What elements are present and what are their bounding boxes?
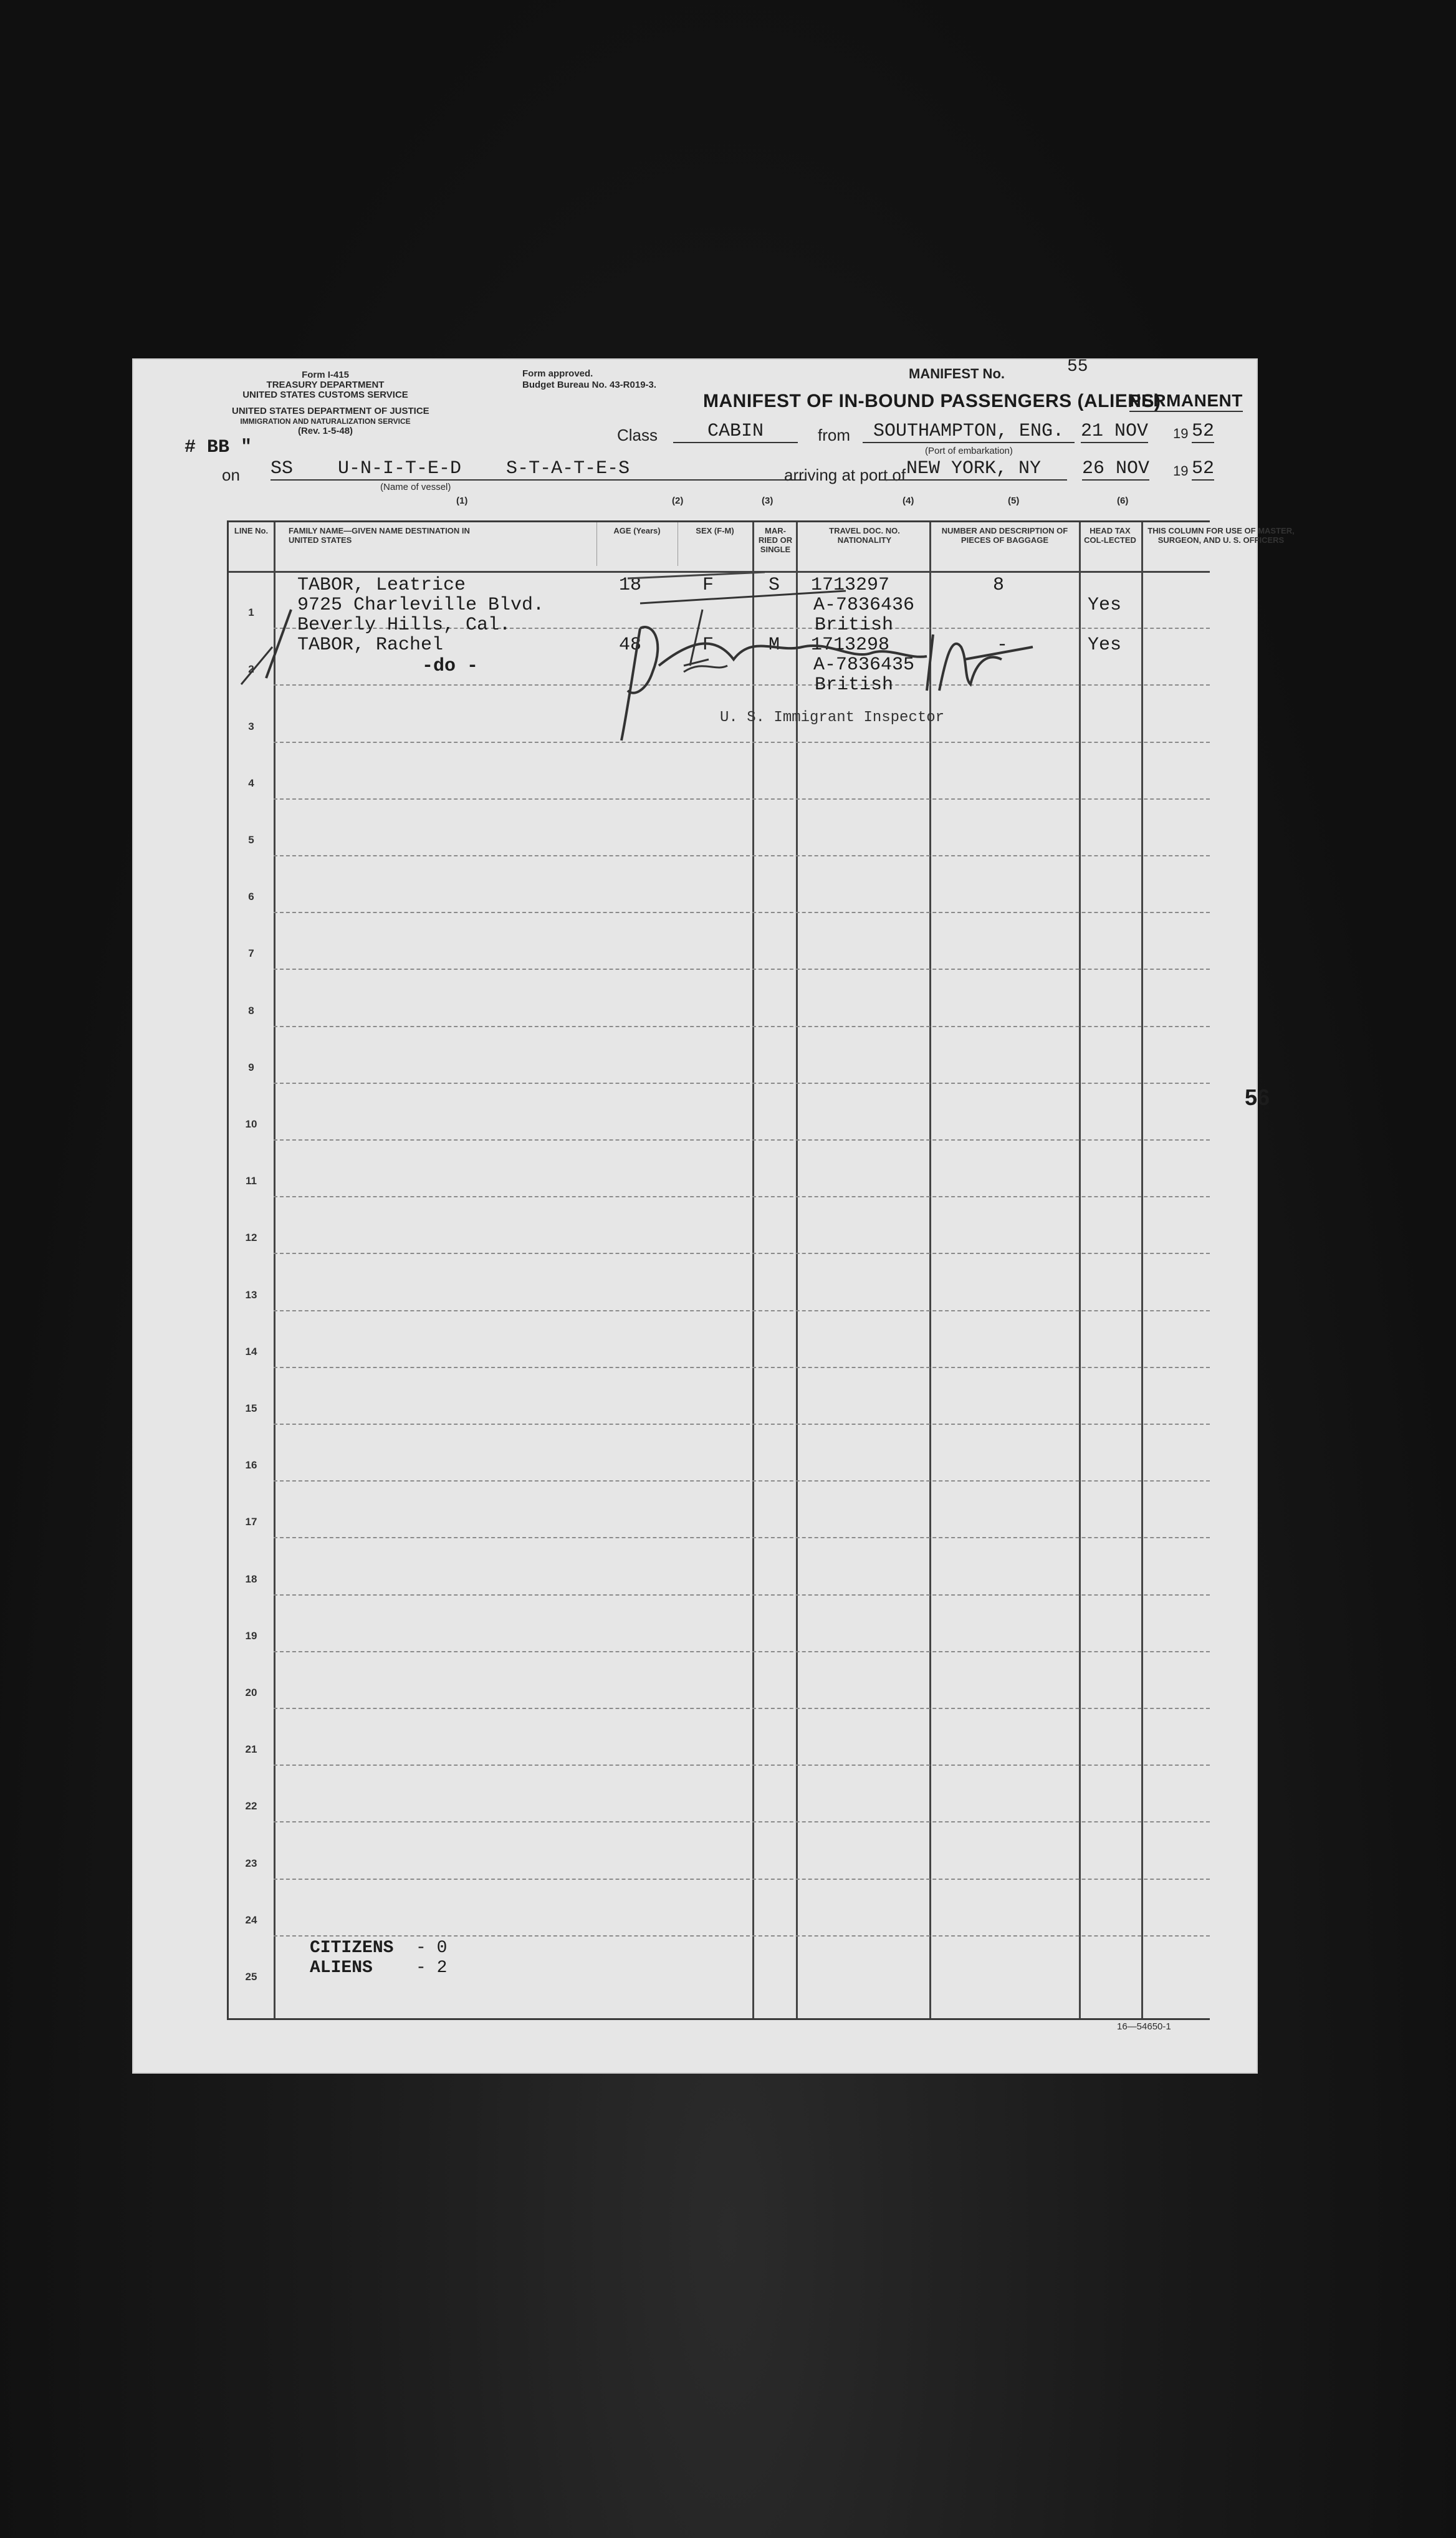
line-number: 3: [248, 720, 254, 732]
dept-customs: UNITED STATES CUSTOMS SERVICE: [242, 390, 408, 400]
arriving-label: arriving at port of: [784, 466, 906, 484]
p1-marital: S: [769, 575, 780, 596]
departure-year: 52: [1192, 421, 1215, 442]
line-number: 15: [245, 1402, 257, 1414]
arrival-port: NEW YORK, NY: [880, 458, 1067, 481]
row-rule: [274, 1480, 1210, 1482]
col-divider: [1079, 522, 1081, 2018]
row-rule: [274, 1594, 1210, 1596]
row-rule: [274, 912, 1210, 913]
line-number: 1: [248, 606, 254, 619]
dept-ins: IMMIGRATION AND NATURALIZATION SERVICE: [240, 417, 411, 426]
citizens-value: - 0: [416, 1938, 448, 1958]
col-divider: [1141, 522, 1143, 2018]
header-travel-doc: TRAVEL DOC. NO. NATIONALITY: [829, 526, 900, 545]
col-tick: [596, 522, 597, 566]
p1-doc2: A-7836436: [813, 595, 915, 616]
header-officers: THIS COLUMN FOR USE OF MASTER, SURGEON, AND U. S. OFFICERS: [1147, 526, 1295, 545]
header-age: AGE (Years): [613, 526, 661, 535]
line-number: 4: [248, 777, 254, 789]
p2-head-tax: Yes: [1088, 634, 1122, 656]
row-rule: [274, 1367, 1210, 1368]
row-rule: [274, 1708, 1210, 1709]
line-number: 18: [245, 1573, 257, 1585]
col-number-1: (1): [456, 496, 468, 506]
p1-address2: Beverly Hills, Cal.: [297, 615, 511, 636]
port-of-embarkation: SOUTHAMPTON, ENG.: [863, 421, 1075, 443]
p2-baggage: -: [997, 634, 1008, 656]
p2-sex: F: [702, 634, 714, 656]
row-rule: [274, 1139, 1210, 1141]
p1-address1: 9725 Charleville Blvd.: [297, 595, 545, 616]
row-rule: [274, 855, 1210, 856]
p2-marital: M: [769, 634, 780, 656]
budget-bureau: Budget Bureau No. 43-R019-3.: [522, 380, 657, 390]
form-number: Form I-415: [302, 370, 349, 380]
col-number-3: (3): [762, 496, 774, 506]
row-rule: [274, 1935, 1210, 1937]
arrival-date: 26 NOV: [1082, 458, 1150, 479]
row-rule: [274, 1765, 1210, 1766]
p1-name: TABOR, Leatrice: [297, 575, 466, 596]
col-number-6: (6): [1117, 496, 1129, 506]
p2-address1: -do -: [422, 656, 479, 677]
footer-code: 16—54650-1: [1117, 2021, 1171, 2032]
row-rule: [274, 1083, 1210, 1084]
reference-mark: # BB ": [184, 437, 252, 458]
row-rule: [274, 1424, 1210, 1425]
col-number-4: (4): [903, 496, 914, 506]
p1-doc-no: 1713297: [811, 575, 890, 596]
line-number: 19: [245, 1629, 257, 1642]
departure-date: 21 NOV: [1081, 421, 1149, 442]
line-number: 2: [248, 663, 254, 676]
side-number: 56: [1245, 1085, 1270, 1110]
line-number: 13: [245, 1288, 257, 1301]
line-number: 5: [248, 834, 254, 846]
line-number: 20: [245, 1687, 257, 1698]
manifest-status: PERMANENT: [1129, 391, 1243, 412]
line-number: 11: [246, 1175, 257, 1187]
form-approved: Form approved.: [522, 368, 593, 379]
p1-age: 18: [619, 575, 642, 596]
line-number: 21: [245, 1743, 257, 1756]
row-rule: [274, 1253, 1210, 1254]
citizens-label: CITIZENS: [310, 1938, 394, 1958]
passenger-table: [227, 520, 1295, 2020]
dept-treasury: TREASURY DEPARTMENT: [266, 380, 385, 390]
manifest-label: MANIFEST No.: [909, 366, 1005, 381]
line-number: 10: [245, 1118, 257, 1130]
p1-nationality: British: [815, 615, 894, 636]
on-label: on: [222, 466, 240, 484]
line-number: 6: [248, 891, 254, 903]
row-rule: [274, 1196, 1210, 1197]
header-sex: SEX (F-M): [696, 526, 734, 535]
line-number: 8: [248, 1004, 254, 1017]
row-rule: [274, 1821, 1210, 1822]
row-rule: [274, 1537, 1210, 1538]
col-number-2: (2): [672, 496, 684, 506]
line-number: 17: [245, 1516, 257, 1528]
row-rule: [274, 1879, 1210, 1880]
p2-doc-no: 1713298: [811, 634, 890, 656]
p2-age: 48: [619, 634, 642, 656]
header-head-tax: HEAD TAX COL-LECTED: [1084, 526, 1136, 545]
line-number: 22: [245, 1800, 257, 1813]
vessel-caption: (Name of vessel): [380, 482, 451, 492]
line-number: 12: [245, 1232, 257, 1244]
row-rule: [274, 969, 1210, 970]
revision: (Rev. 1-5-48): [297, 426, 353, 436]
header-line-no: LINE No.: [234, 526, 269, 535]
line-number: 7: [248, 947, 254, 960]
aliens-value: - 2: [416, 1958, 448, 1978]
inspector-stamp: U. S. Immigrant Inspector: [720, 709, 945, 726]
arrival-year: 52: [1192, 458, 1215, 479]
p1-baggage: 8: [993, 575, 1005, 596]
row-rule: [274, 1651, 1210, 1652]
header-name: FAMILY NAME—GIVEN NAME DESTINATION IN UNITED STATES: [289, 526, 470, 545]
header-married: MAR-RIED OR SINGLE: [758, 526, 793, 554]
manifest-number: 55: [1067, 357, 1088, 376]
aliens-label: ALIENS: [310, 1958, 373, 1978]
class-value: CABIN: [673, 421, 798, 443]
row-rule: [274, 1026, 1210, 1027]
line-number: 23: [245, 1857, 257, 1869]
p2-name: TABOR, Rachel: [297, 634, 444, 656]
p1-head-tax: Yes: [1088, 595, 1122, 616]
departure-year-prefix: 19: [1173, 426, 1189, 441]
line-number: 16: [245, 1459, 257, 1472]
class-label: Class: [617, 426, 658, 444]
manifest-title: MANIFEST OF IN-BOUND PASSENGERS (ALIENS): [703, 391, 1161, 411]
line-number: 14: [245, 1345, 257, 1358]
check-marks: [229, 572, 790, 709]
dept-justice: UNITED STATES DEPARTMENT OF JUSTICE: [232, 406, 429, 416]
row-rule: [274, 1310, 1210, 1311]
line-number: 9: [248, 1061, 254, 1073]
line-number: 24: [245, 1913, 257, 1926]
header-baggage: NUMBER AND DESCRIPTION OF PIECES OF BAGGAGE: [941, 526, 1068, 545]
arrival-year-prefix: 19: [1173, 463, 1189, 479]
col-divider: [274, 522, 275, 2018]
vessel-name: SS U-N-I-T-E-D S-T-A-T-E-S: [271, 458, 807, 481]
p1-sex: F: [702, 575, 714, 596]
line-number: 25: [245, 1971, 257, 1983]
from-label: from: [818, 426, 850, 444]
p2-doc2: A-7836435: [813, 654, 915, 676]
manifest-sheet: [132, 357, 1295, 2074]
port-embark-caption: (Port of embarkation): [925, 446, 1013, 456]
p2-nationality: British: [815, 674, 894, 696]
col-number-5: (5): [1008, 496, 1020, 506]
row-rule: [274, 798, 1210, 800]
